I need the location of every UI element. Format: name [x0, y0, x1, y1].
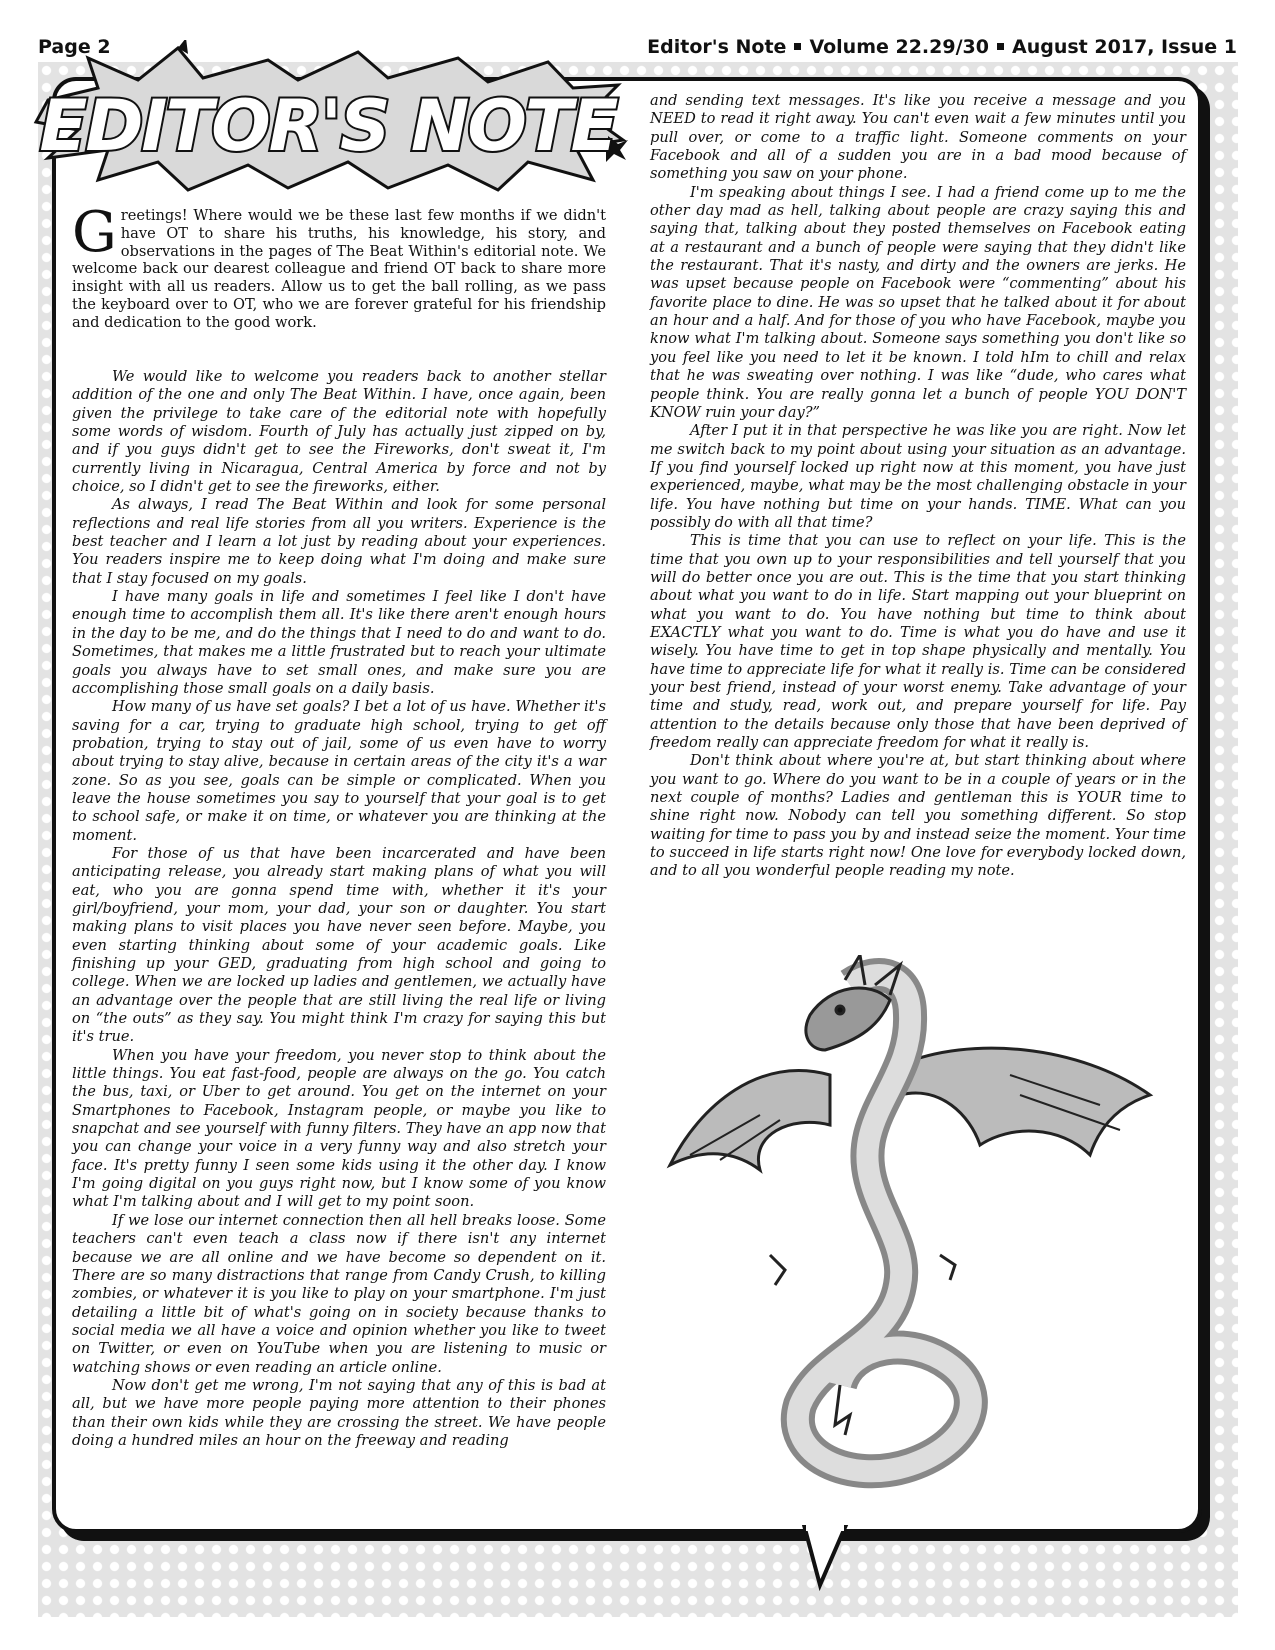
article-left-column [72, 368, 606, 1450]
article-paragraph: When you have your freedom, you never stop to think about the little things. You eat fast-food, people are always on the go. You catch the bus, taxi, or Uber to get around. You get on the internet on your Smartphones to Facebook, Instagram people, or maybe you like to snapchat and see yourself with funny filters. They have an app now that you can change your voice in a very funny way and also stretch your face. It's pretty funny I seen some kids using it the other day. I know I'm going digital on you guys right now, but I know some of you know what I'm talking about and I will get to my point soon. [72, 1046, 606, 1211]
masthead [647, 36, 1237, 58]
article-paragraph: Don't think about where you're at, but start thinking about where you want to go. Where do you want to be in a couple of years or in the next couple of months? Ladies and gentleman this is YOUR time to shine right now. Nobody can tell you something different. So stop waiting for time to pass you by and instead seize the moment. Your time to succeed in life starts right now! One love for everybody locked down, and to all you wonderful people reading my note. [650, 752, 1186, 880]
article-paragraph: After I put it in that perspective he was like you are right. Now let me switch back to my point about using your situation as an advantage. If you find yourself locked up right now at this moment, you have just experienced, maybe, what may be the most challenging obstacle in your life. You have nothing but time on your hands. TIME. What can you possibly do with all that time? [650, 422, 1186, 531]
article-paragraph: This is time that you can use to reflect on your life. This is the time that you own up to your responsibilities and tell yourself that you will do better once you are out. This is the time that you start thinking about what you want to do in life. Start mapping out your blueprint on what you want to do. You have nothing but time to think about EXACTLY what you want to do. Time is what you do have and use it wisely. You have time to get in top shape physically and mentally. You have time to appreciate life for what it really is. Time can be considered your best friend, instead of your worst enemy. Take advantage of your time and study, read, work out, and prepare yourself for life. Pay attention to the details because only those that have been deprived of freedom really can appreciate freedom for what it really is. [650, 532, 1186, 752]
article-paragraph-continued: and sending text messages. It's like you receive a message and you NEED to read it right away. You can't even wait a few minutes until you pull over, or come to a traffic light. Someone comments on your Facebook and all of a sudden you are in a bad mood because of something you saw on your phone. [650, 92, 1186, 183]
intro-text: reetings! Where would we be these last few months if we didn't have OT to share his truths, his knowledge, his story, and observations in the pages of The Beat Within's editorial note. We welcome back our dearest colleague and friend OT back to share more insight with all us readers. Allow us to get the ball rolling, as we pass the keyboard over to OT, who we are forever grateful for his friendship and dedication to the good work. [72, 207, 606, 331]
article-paragraph: How many of us have set goals? I bet a lot of us have. Whether it's saving for a car, trying to graduate high school, trying to get off probation, trying to stay out of jail, some of us even have to worry about trying to stay alive, because in certain areas of the city it's a war zone. So as you see, goals can be simple or complicated. When you leave the house sometimes you say to yourself that your goal is to get to school safe, or make it on time, or whatever you are thinking at the moment. [72, 698, 606, 844]
issue-date: August 2017, Issue 1 [1011, 36, 1237, 58]
publication-name: Editor's Note [647, 36, 787, 58]
title-starburst [28, 40, 628, 195]
article-paragraph: As always, I read The Beat Within and look for some personal reflections and real life stories from all you writers. Experience is the best teacher and I learn a lot just by reading about your experiences. You readers inspire me to keep doing what I'm doing and make sure that I stay focused on my goals. [72, 496, 606, 587]
dragon-illustration [650, 955, 1170, 1505]
article-paragraph: For those of us that have been incarcerated and have been anticipating release, you already start making plans of what you will eat, who you are gonna spend time with, whether it it's your girl/boyfriend, your mom, your dad, your son or daughter. You start making plans to visit places you have never seen before. Maybe, you even starting thinking about some of your academic goals. Like finishing up your GED, graduating from high school and going to college. When we are locked up ladies and gentlemen, we actually have an advantage over the people that are still living the real life or living on “the outs” as they say. You might think I'm crazy for saying this but it's true. [72, 844, 606, 1046]
page-number: Page 2 [38, 36, 111, 58]
intro-paragraph [72, 200, 606, 332]
editors-note-title: EDITOR'S NOTE [39, 85, 617, 167]
article-paragraph: We would like to welcome you readers back to another stellar addition of the one and only The Beat Within. I have, once again, been given the privilege to take care of the editorial note with hopefully some words of wisdom. Fourth of July has actually just zipped on by, and if you guys didn't get to see the Fireworks, don't sweat it, I'm currently living in Nicaragua, Central America by force and not by choice, so I didn't get to see the fireworks, either. [72, 368, 606, 496]
article-paragraph: I have many goals in life and sometimes I feel like I don't have enough time to accomplish them all. It's like there aren't enough hours in the day to be me, and do the things that I need to do and want to do. Sometimes, that makes me a little frustrated but to reach your ultimate goals you always have to set small ones, and make sure you are accomplishing those small goals on a daily basis. [72, 588, 606, 697]
article-paragraph: If we lose our internet connection then all hell breaks loose. Some teachers can't even teach a class now if there isn't any internet because we are all online and we have become so dependent on it. There are so many distractions that range from Candy Crush, to killing zombies, or whatever it is you like to play on your smartphone. I'm just detailing a little bit of what's going on in society because thanks to social media we all have a voice and opinion whether you like to tweet on Twitter, or even on YouTube when you are listening to music or watching shows or even reading an article online. [72, 1211, 606, 1376]
volume-number: Volume 22.29/30 [809, 36, 989, 58]
article-right-column [650, 92, 1186, 881]
article-paragraph: Now don't get me wrong, I'm not saying that any of this is bad at all, but we have more people paying more attention to their phones than their own kids while they are crossing the street. We have people doing a hundred miles an hour on the freeway and reading [72, 1376, 606, 1449]
article-paragraph: I'm speaking about things I see. I had a friend come up to me the other day mad as hell, talking about people are crazy saying this and saying that, talking about they posted themselves on Facebook eating at a restaurant and a bunch of people were saying that they didn't like the restaurant. That it's nasty, and dirty and the owners are jerks. He was upset because people on Facebook were “commenting” about his favorite place to dine. He was so upset that he talked about it for about an hour and a half. And for those of you who have Facebook, maybe you know what I'm talking about. Someone says something you don't like so you feel like you need to let it be known. I told hIm to chill and relax that he was sweating over nothing. I was like “dude, who cares what people think. You are really gonna let a bunch of people YOU DON'T KNOW ruin your day?” [650, 183, 1186, 421]
speech-bubble-tail [800, 1525, 870, 1595]
drop-cap: G [72, 200, 117, 265]
